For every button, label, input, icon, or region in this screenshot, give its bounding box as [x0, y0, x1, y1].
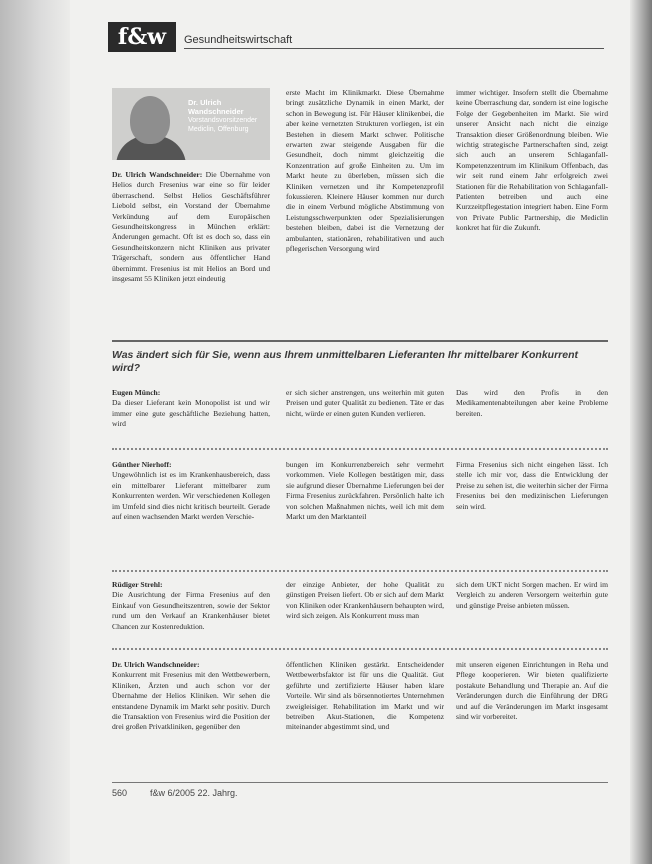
- answer-2-text-2: bungen im Konkurrenzbereich sehr vermehrt vorkommen. Viele Kollegen bestätigen mir, dass sie aufgrund dieser Übernahme Lieferungen bei der Firma Fresenius zurückfahren. Persönlich halte ich von solchen Maßnahmen nichts, weil ich mit dem Markt um den Marktanteil: [286, 460, 444, 522]
- lead-speaker: Dr. Ulrich Wandschneider:: [112, 170, 203, 179]
- answer-4-text-1: Konkurrent mit Fresenius mit den Wettbewerbern, Kliniken, Ärzten und auch schon vor der Übernahme der Helios Kliniken. Wir sehen die entstandene Dynamik im Markt sehr positiv. Durch die Transaktion von Fresenius wird die Position der drei großen Privatkliniken, gegenüber den: [112, 670, 270, 732]
- book-spine-shadow: [0, 0, 70, 864]
- answer-1-col-3: [456, 388, 608, 440]
- article-text-3: immer wichtiger. Insofern stellt die Übernahme keine Überraschung dar, sondern ist eine logische Folge der Gegebenheiten im Markt. Sie wird unserer Ansicht nach nicht die einzige Transaktion dieser Größenordnung bleiben. Wie wichtig strategische Partnerschaften sind, zeigt sich auch an unserem Schlaganfall-Kompetenzzentrum im Klinikum Offenbach, das wir seit rund einem Jahr erfolgreich zwei Stationen für die Rehabilitation von Schlaganfall-Patienten betreiben und auch eine Kurzzeitpflegestation integriert haben. Eine Form von Private Public Partnership, die Mediclin konkret hat für die Zukunft.: [456, 88, 608, 233]
- answer-3-col-3: [456, 580, 608, 640]
- article-column-2: [286, 88, 444, 338]
- answer-divider: [112, 448, 608, 450]
- answer-3-col-2: [286, 580, 444, 640]
- article-text-2: erste Macht im Klinikmarkt. Diese Übernahme bringt zusätzliche Dynamik in einen Markt, der schon in Bewegung ist. Für Häuser klinikenbei, die aber keine vernetzten Strukturen vorliegen, ist ein Bestehen in diesem Markt schwer. Politische erwarten zwar steigende Ausgaben für die Gesundheit, doch nimmt gleichzeitig die Konzentration auf große Einheiten zu. Um im Markt heute zu überleben, müssen sich die Kliniken vernetzen und ihr Kompetenzprofil fokussieren. Kleinere Häuser kommen nur durch die in einem Verbund mögliche Abstimmung von Leistungsschwerpunkten oder Spezialisierungen bestehen bleiben, dabei ist die Vernetzung der ambulanten, stationären, rehabilitativen und auch pflegerischen Versorgung wird: [286, 88, 444, 254]
- article-column-3: [456, 88, 608, 338]
- question-rule: [112, 340, 608, 342]
- section-title: Gesundheitswirtschaft: [184, 34, 293, 46]
- answer-3-text-2: der einzige Anbieter, der hohe Qualität zu günstigen Preisen liefert. Ob er sich auf dem Markt von Kliniken oder Krankenhäusern behaupten wird, wird sich zeigen. Als Konkurrent muss man: [286, 580, 444, 621]
- answer-1-speaker: Eugen Münch:: [112, 388, 161, 397]
- answer-2-speaker: Günther Nierhoff:: [112, 460, 172, 469]
- answer-2-text-1: Ungewöhnlich ist es im Krankenhausbereich, dass ein mittelbarer Lieferant mittelbarer zum Konkurrenten werden. Wir verschiedenen Kollegen im Umfeld sind dies nicht kritisch beurteilt. Gerade auf einen wachsenden Markt werden Verschie-: [112, 470, 270, 522]
- photo-caption-role: Vorstandsvorsitzender Mediclin, Offenburg: [188, 117, 258, 133]
- answer-1-text-3: Das wird den Profis in den Medikamentenabteilungen aber keine Probleme bereiten.: [456, 388, 608, 418]
- photo-caption: [188, 98, 268, 134]
- answer-1-col-2: [286, 388, 444, 440]
- answer-1-text-2: er sich sicher anstrengen, uns weiterhin mit guten Preisen und guter Qualität zu bedienen. Täte er das nicht, würde er einen guten Kunden verlieren.: [286, 388, 444, 418]
- interview-question: Was ändert sich für Sie, wenn aus Ihrem unmittelbaren Lieferanten Ihr mittelbarer Konkurrent wird?: [112, 349, 578, 374]
- answer-4-speaker: Dr. Ulrich Wandschneider:: [112, 660, 200, 669]
- portrait-face: [130, 96, 170, 144]
- page-edge-shadow: [630, 0, 652, 864]
- portrait-photo: [112, 88, 270, 160]
- answer-2-col-2: [286, 460, 444, 564]
- answer-3-speaker: Rüdiger Strehl:: [112, 580, 163, 589]
- answer-2-col-3: [456, 460, 608, 564]
- article-column-1: [112, 170, 270, 338]
- answer-3-col-1: [112, 580, 270, 640]
- answer-4-col-3: [456, 660, 608, 774]
- answer-3-text-3: sich dem UKT nicht Sorgen machen. Er wird im Vergleich zu anderen Versorgern weiterhin gute und günstige Preise anbieten müssen.: [456, 580, 608, 610]
- answer-2-text-3: Firma Fresenius sich nicht eingehen lässt. Ich stelle ich mir vor, dass die Entwicklung der Preise zu sehen ist, die weiterhin sicher der Firma Fresenius bei den medizinischen Lieferungen sein wird.: [456, 460, 608, 511]
- answer-2-col-1: [112, 460, 270, 564]
- answer-1-text-1: Da dieser Lieferant kein Monopolist ist und wir immer eine gute geschäftliche Beziehung hatten, wird: [112, 398, 270, 429]
- answer-4-col-2: [286, 660, 444, 774]
- answer-4-text-2: öffentlichen Kliniken gestärkt. Entscheidender Wettbewerbsfaktor ist für uns die Qualität. Gut geführte und zertifizierte Häuser haben klare Vorteile. Wir sind als börsennotiertes Unternehmen zweigleisiger. Rehabilitation im Markt und wir betreiben Akut-Stationen, die Kompetenz miteinander abgestimmt sind, und: [286, 660, 444, 732]
- fw-logo: f&w: [108, 22, 176, 52]
- issue-info: f&w 6/2005 22. Jahrg.: [150, 788, 238, 798]
- answer-divider: [112, 570, 608, 572]
- answer-4-col-1: [112, 660, 270, 774]
- photo-caption-name: Dr. Ulrich Wandschneider: [188, 98, 244, 116]
- header-rule: [184, 48, 604, 49]
- answer-divider: [112, 648, 608, 650]
- answer-3-text-1: Die Ausrichtung der Firma Fresenius auf den Einkauf von Gesundheitszentren, sowie der Sektor rund um den Verkauf an Krankenhäuser bietet Chancen zur Kostenreduktion.: [112, 590, 270, 631]
- page-number: 560: [112, 788, 128, 798]
- article-text-1: Die Übernahme von Helios durch Fresenius war eine so für leider überraschend. Selbst Helios Geschäftsführer Liebold selbst, ein Vorstand der Übernahme Verkündung auf dem Europäischen Gesundheitskongress in München erklärt: Änderungen gemacht. Oft ist es doch so, dass ein Gesundheitskonzern nicht Kliniken aus privater Trägerschaft, sondern aus öffentlicher Hand übernimmt. Fresenius ist mit Helios an Bord und insgesamt 55 Kliniken jetzt eindeutig: [112, 170, 270, 284]
- footer-rule: [112, 782, 608, 783]
- answer-4-text-3: mit unseren eigenen Einrichtungen in Reha und Pflege kooperieren. Wir bieten qualifizierte postakute Behandlung und Therapie an. Auf die Veränderungen durch die Einführung der DRG und auf die Veränderungen im Markt insgesamt sind wir vorbereitet.: [456, 660, 608, 722]
- answer-1-col-1: [112, 388, 270, 440]
